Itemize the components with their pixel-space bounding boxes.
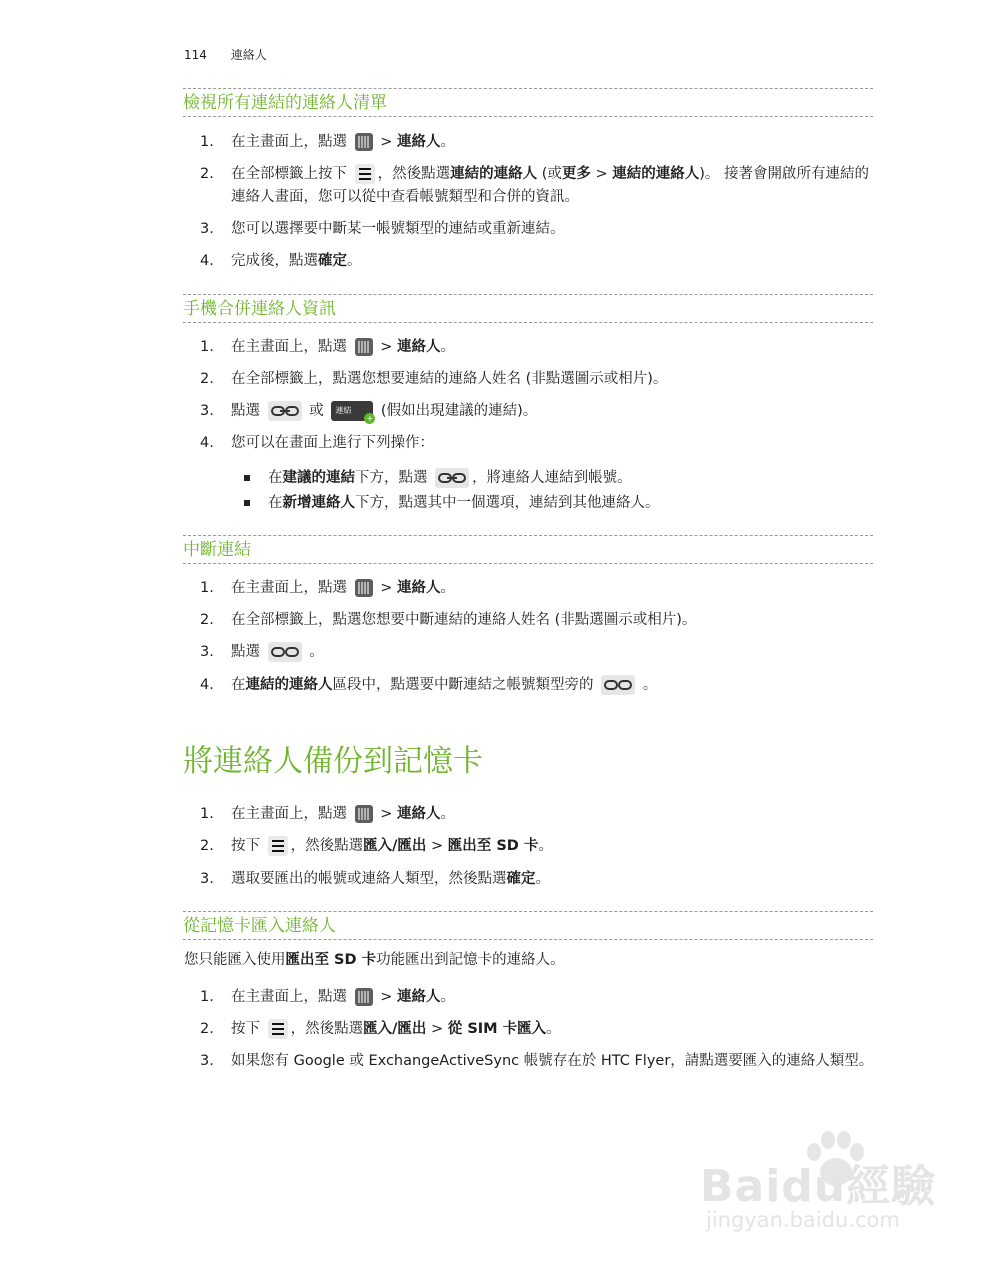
list-item: 3. 選取要匯出的帳號或連絡人類型，然後點選確定。 bbox=[200, 871, 550, 887]
section-heading-merge: 手機合併連絡人資訊 bbox=[183, 294, 873, 323]
list-item: 3. 您可以選擇要中斷某一帳號類型的連結或重新連結。 bbox=[200, 221, 565, 237]
chapter-title: 連絡人 bbox=[230, 48, 267, 62]
link-icon bbox=[435, 468, 469, 488]
section-heading-view-linked: 檢視所有連結的連絡人清單 bbox=[183, 88, 873, 117]
list-item: 4. 在連結的連絡人區段中，點選要中斷連結之帳號類型旁的 。 bbox=[200, 677, 658, 693]
main-heading-backup: 將連絡人備份到記憶卡 bbox=[183, 744, 483, 779]
list-item: 3. 點選 或 連結 + (假如出現建議的連結)。 bbox=[200, 403, 538, 423]
page-number: 114 bbox=[184, 48, 207, 62]
bullet-item: 在建議的連結下方，點選 ，將連絡人連結到帳號。 bbox=[244, 467, 884, 489]
list-item: 2. 在全部標籤上，點選您想要連結的連絡人姓名 (非點選圖示或相片)。 bbox=[200, 371, 668, 387]
all-apps-icon bbox=[355, 805, 373, 823]
list-item: 3. 如果您有 Google 或 ExchangeActiveSync 帳號存在於 HTC Flyer，請點選要匯入的連絡人類型。 bbox=[200, 1053, 874, 1069]
list-item: 2. 按下 ，然後點選匯入/匯出 > 從 SIM 卡匯入。 bbox=[200, 1021, 561, 1037]
menu-icon bbox=[268, 836, 288, 856]
watermark-logo: Baidu經驗 bbox=[700, 1161, 937, 1212]
link-icon bbox=[268, 401, 302, 421]
list-item: 4. 您可以在畫面上進行下列操作： bbox=[200, 435, 434, 451]
bullet-icon bbox=[244, 500, 250, 506]
list-item: 1. 在主畫面上，點選 > 連絡人。 bbox=[200, 806, 455, 822]
menu-icon bbox=[355, 164, 375, 184]
all-apps-icon bbox=[355, 338, 373, 356]
link-button-icon: 連結 + bbox=[331, 401, 373, 421]
list-item: 3. 點選 。 bbox=[200, 644, 324, 660]
unlink-icon bbox=[268, 642, 302, 662]
list-item: 2. 在全部標籤上，點選您想要中斷連結的連絡人姓名 (非點選圖示或相片)。 bbox=[200, 612, 697, 628]
list-item: 1. 在主畫面上，點選 > 連絡人。 bbox=[200, 580, 455, 596]
list-item: 2. 在全部標籤上按下 ，然後點選連結的連絡人 (或更多 > 連結的連絡人)。 接著會開啟所有連結的連絡人畫面，您可以從中查看帳號類型和合併的資訊。 bbox=[200, 166, 870, 205]
list-item: 2. 按下 ，然後點選匯入/匯出 > 匯出至 SD 卡。 bbox=[200, 838, 553, 854]
all-apps-icon bbox=[355, 133, 373, 151]
section-heading-import: 從記憶卡匯入連絡人 bbox=[183, 911, 873, 940]
all-apps-icon bbox=[355, 579, 373, 597]
list-item: 1. 在主畫面上，點選 > 連絡人。 bbox=[200, 339, 455, 355]
intro-paragraph: 您只能匯入使用匯出至 SD 卡功能匯出到記憶卡的連絡人。 bbox=[184, 952, 565, 968]
menu-icon bbox=[268, 1019, 288, 1039]
watermark-url: jingyan.baidu.com bbox=[706, 1208, 900, 1232]
bullet-item: 在新增連絡人下方，點選其中一個選項，連結到其他連絡人。 bbox=[244, 492, 884, 514]
section-heading-unlink: 中斷連結 bbox=[183, 535, 873, 564]
watermark bbox=[700, 1130, 940, 1250]
list-item: 4. 完成後，點選確定。 bbox=[200, 253, 362, 269]
list-item: 1. 在主畫面上，點選 > 連絡人。 bbox=[200, 989, 455, 1005]
list-item: 1. 在主畫面上，點選 > 連絡人。 bbox=[200, 134, 455, 150]
page-header bbox=[184, 46, 267, 63]
all-apps-icon bbox=[355, 988, 373, 1006]
bullet-icon bbox=[244, 475, 250, 481]
unlink-icon bbox=[601, 675, 635, 695]
